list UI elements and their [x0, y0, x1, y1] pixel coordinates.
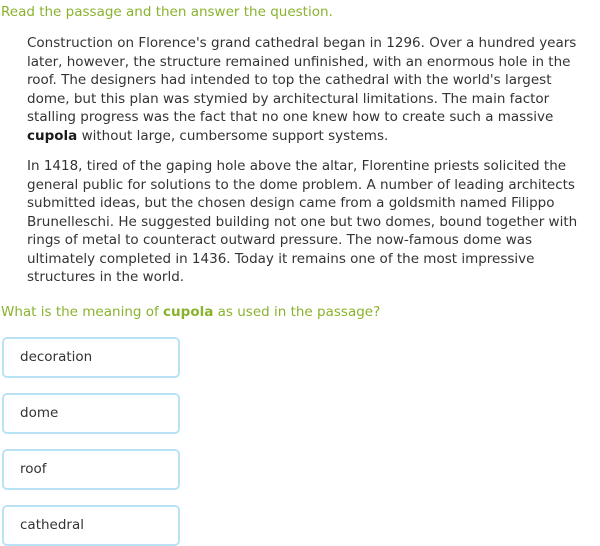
question-before: What is the meaning of [1, 303, 164, 320]
passage-bold-term: cupola [27, 127, 78, 144]
instruction-text: Read the passage and then answer the question. [1, 4, 333, 20]
question-bold-term: cupola [163, 303, 214, 320]
answer-options [0, 337, 600, 546]
passage [27, 34, 592, 287]
answer-option-dome[interactable]: dome [2, 393, 180, 434]
passage-p1-before: Construction on Florence's grand cathedral began in 1296. Over a hundred years later, however, the structure remained unfinished, with an enormous hole in the roof. The designers had intended to top the cathedral with the world's largest dome, but this plan was stymied by architectural limitations. The main factor stalling progress was the fact that no one knew how to create such a massive [27, 35, 577, 125]
passage-paragraph-1 [27, 34, 592, 145]
question-text [1, 303, 600, 321]
passage-p1-after: without large, cumbersome support systems. [77, 127, 389, 144]
question-after: as used in the passage? [213, 303, 381, 320]
answer-option-decoration[interactable]: decoration [2, 337, 180, 378]
answer-option-cathedral[interactable]: cathedral [2, 505, 180, 546]
answer-option-roof[interactable]: roof [2, 449, 180, 490]
passage-paragraph-2: In 1418, tired of the gaping hole above the altar, Florentine priests solicited the general public for solutions to the dome problem. A number of leading architects submitted ideas, but the chosen design came from a goldsmith named Filippo Brunelleschi. He suggested building not one but two domes, bound together with rings of metal to counteract outward pressure. The now-famous dome was ultimately completed in 1436. Today it remains one of the most impressive structures in the world. [27, 158, 578, 285]
